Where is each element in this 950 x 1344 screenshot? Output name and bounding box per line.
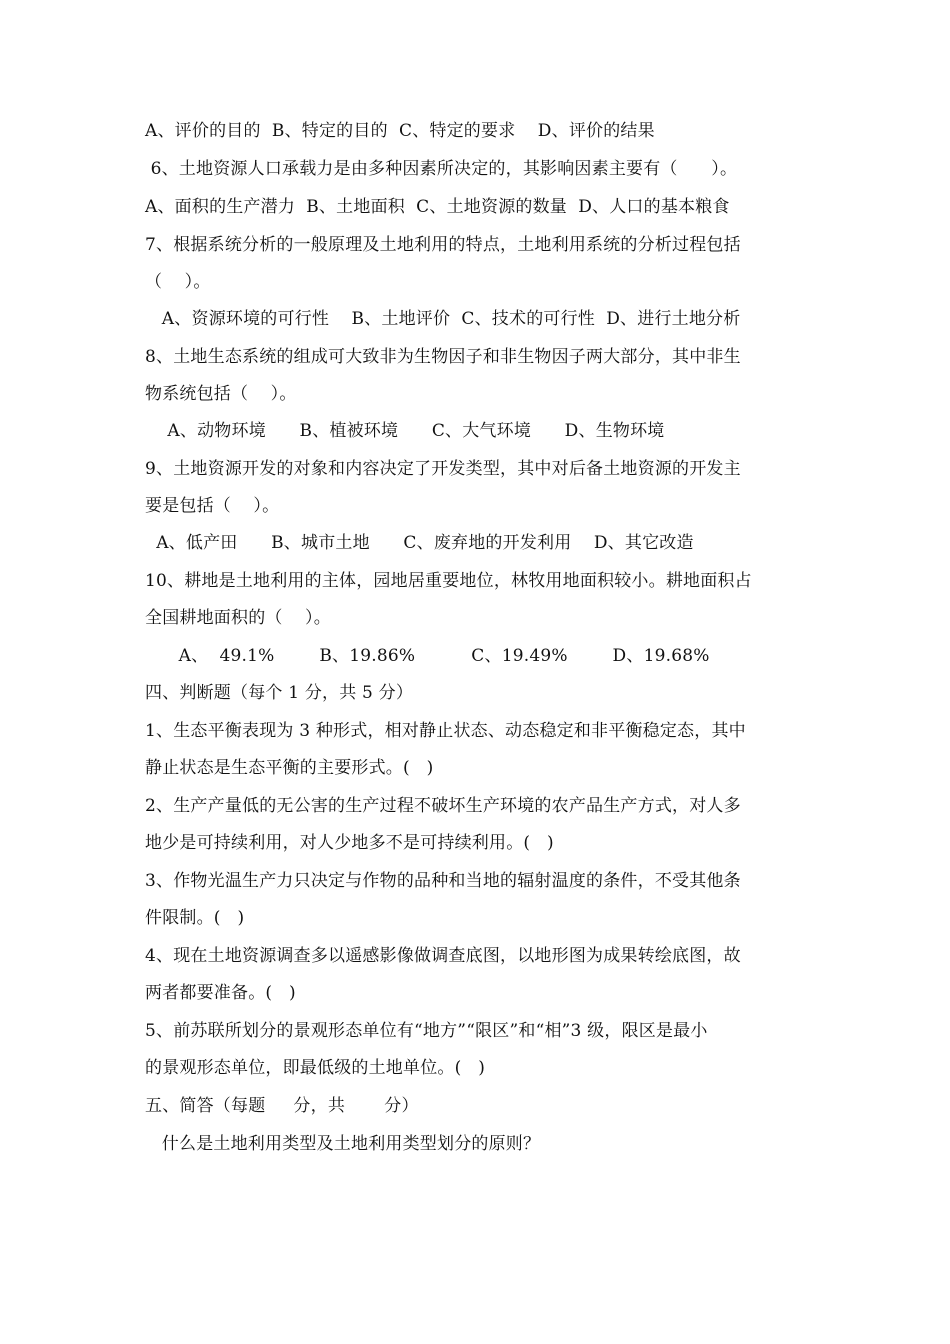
q8-stem-line2: 物系统包括（ ）。 [145, 384, 297, 404]
tf2-line2: 地少是可持续利用，对人少地多不是可持续利用。( ) [145, 833, 554, 853]
q10-stem-line2: 全国耕地面积的（ ）。 [145, 608, 331, 628]
tf1-line2: 静止状态是生态平衡的主要形式。( ) [145, 758, 434, 778]
q5-options: A、评价的目的 B、特定的目的 C、特定的要求 D、评价的结果 [145, 121, 655, 141]
q7-stem-line2: （ ）。 [145, 272, 211, 292]
tf1-line1: 1、生态平衡表现为 3 种形式，相对静止状态、动态稳定和非平衡稳定态，其中 [145, 721, 746, 741]
q7-options: A、资源环境的可行性 B、土地评价 C、技术的可行性 D、进行土地分析 [145, 309, 741, 329]
q9-stem-line1: 9、土地资源开发的对象和内容决定了开发类型，其中对后备土地资源的开发主 [145, 459, 741, 479]
tf4-line1: 4、现在土地资源调查多以遥感影像做调查底图，以地形图为成果转绘底图，故 [145, 946, 741, 966]
q9-options: A、低产田 B、城市土地 C、废弃地的开发利用 D、其它改造 [145, 533, 694, 553]
q9-stem-line2: 要是包括（ ）。 [145, 496, 280, 516]
q10-options: A、 49.1% B、19.86% C、19.49% D、19.68% [145, 646, 710, 666]
tf3-line2: 件限制。( ) [145, 908, 245, 928]
section-5-heading: 五、简答（每题 分，共 分） [145, 1096, 419, 1116]
section-4-heading: 四、判断题（每个 1 分，共 5 分） [145, 683, 414, 703]
short-answer-q1: 什么是土地利用类型及土地利用类型划分的原则？ [145, 1134, 541, 1154]
tf2-line1: 2、生产产量低的无公害的生产过程不破坏生产环境的农产品生产方式，对人多 [145, 796, 741, 816]
q10-stem-line1: 10、耕地是土地利用的主体，园地居重要地位，林牧用地面积较小。耕地面积占 [145, 571, 752, 591]
tf5-line2: 的景观形态单位，即最低级的土地单位。( ) [145, 1058, 486, 1078]
tf3-line1: 3、作物光温生产力只决定与作物的品种和当地的辐射温度的条件，不受其他条 [145, 871, 741, 891]
q8-options: A、动物环境 B、植被环境 C、大气环境 D、生物环境 [145, 421, 665, 441]
q6-options: A、面积的生产潜力 B、土地面积 C、土地资源的数量 D、人口的基本粮食 [145, 197, 730, 217]
tf5-line1: 5、前苏联所划分的景观形态单位有“地方”“限区”和“相”3 级，限区是最小 [145, 1021, 708, 1041]
q6-stem: 6、土地资源人口承载力是由多种因素所决定的，其影响因素主要有（ ）。 [145, 159, 738, 179]
tf4-line2: 两者都要准备。( ) [145, 983, 296, 1003]
q8-stem-line1: 8、土地生态系统的组成可大致非为生物因子和非生物因子两大部分，其中非生 [145, 347, 741, 367]
q7-stem-line1: 7、根据系统分析的一般原理及土地利用的特点，土地利用系统的分析过程包括 [145, 235, 741, 255]
